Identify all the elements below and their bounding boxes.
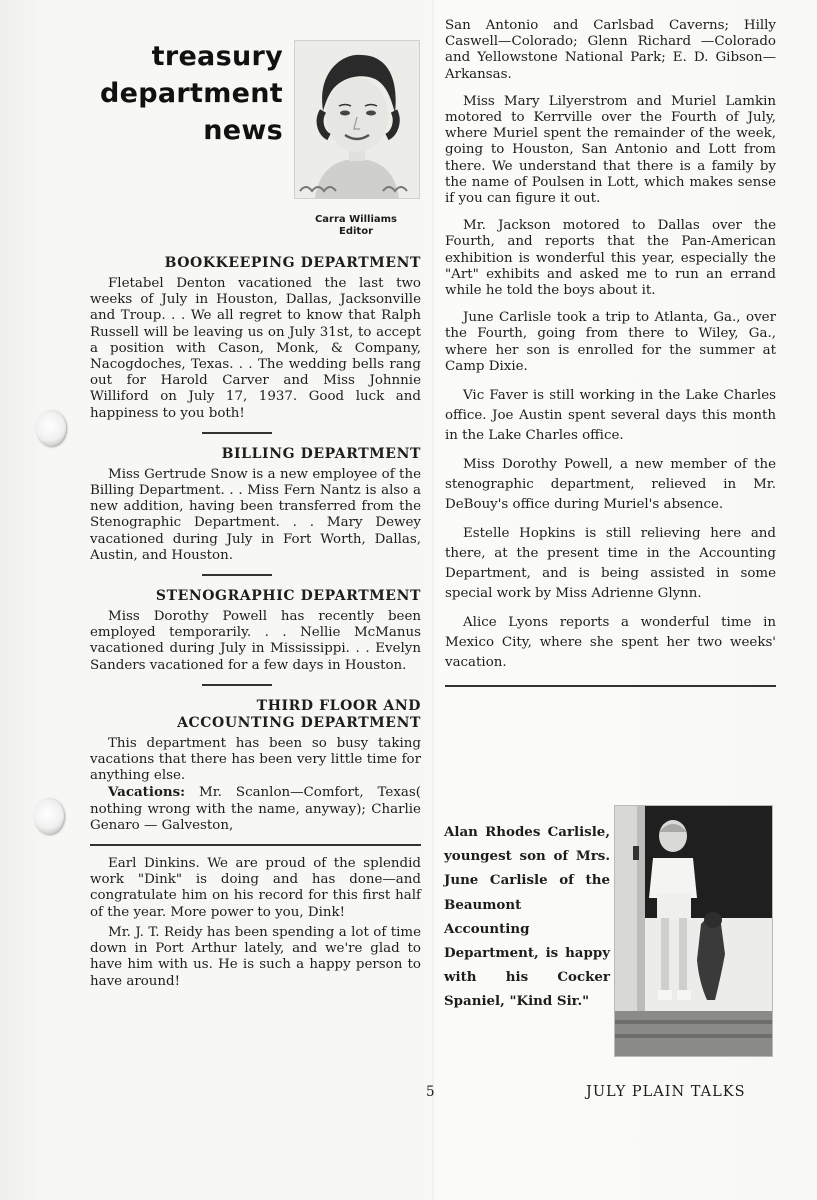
editor-portrait-image: [295, 41, 419, 198]
child-with-dog-image: [615, 806, 772, 1056]
billing-text: Miss Gertrude Snow is a new employee of the Billing Department. . . Miss Fern Nantz is also a new addition, having been transferred from the Stenographic Department. . . Mary Dewey vacationed during July in Fort Worth, Dallas, Austin, and Houston.: [90, 466, 421, 563]
right-column: [445, 18, 776, 697]
dinkins-paragraph: Earl Dinkins. We are proud of the splendid work "Dink" is doing and has done—and congratulate him on his record for this first half of the year. More power to you, Dink!: [90, 856, 421, 920]
page-gutter: [432, 0, 434, 1200]
third-floor-heading-line-1: THIRD FLOOR AND: [256, 697, 421, 714]
right-para-0: San Antonio and Carlsbad Caverns; Hilly Caswell—Colorado; Glenn Richard —Colorado and Yellowstone National Park; E. D. Gibson—Arkansas.: [445, 18, 776, 82]
right-para-3: June Carlisle took a trip to Atlanta, Ga., over the Fourth, going from there to Wiley, Ga., where her son is enrolled for the summer at Camp Dixie.: [445, 310, 776, 374]
section-divider-full: [445, 685, 776, 687]
editor-caption: [294, 214, 418, 238]
editor-title: Editor: [339, 226, 373, 237]
stenographic-heading: STENOGRAPHIC DEPARTMENT: [155, 588, 421, 605]
photo-caption: Alan Rhodes Carlisle, youngest son of Mrs. June Carlisle of the Beaumont Accounting Department, is happy with his Cocker Spaniel, "Kind Sir.": [444, 824, 610, 1010]
editor-portrait: [294, 40, 420, 199]
section-divider: [202, 684, 272, 686]
editor-name: Carra Williams: [314, 214, 398, 225]
binder-hole-upper: [36, 410, 66, 446]
vacations-text: Mr. Scanlon—Comfort, Texas( nothing wrong with the name, anyway); Charlie Genaro — Galveston,: [90, 785, 421, 833]
bookkeeping-heading: BOOKKEEPING DEPARTMENT: [164, 255, 421, 271]
section-divider: [202, 574, 272, 576]
masthead-line-3: news: [203, 115, 283, 146]
child-with-dog-photo: [614, 805, 773, 1057]
masthead-line-1: treasury: [151, 41, 283, 72]
bookkeeping-text: Fletabel Denton vacationed the last two weeks of July in Houston, Dallas, Jacksonville and Troup. . . We all regret to know that Ralph Russell will be leaving us on July 31st, to accept a position with Cason, Monk, & Company, Nacogdoches, Texas. . . The wedding bells rang out for Harold Carver and Miss Johnnie Williford on July 17, 1937. Good luck and happiness to you both!: [90, 276, 421, 421]
masthead-line-2: department: [100, 78, 283, 109]
binder-hole-lower: [34, 798, 64, 834]
third-floor-text: This department has been so busy taking vacations that there has been very little time for anything else.: [90, 735, 421, 784]
publication-title: JULY PLAIN TALKS: [586, 1084, 746, 1100]
stenographic-text: Miss Dorothy Powell has recently been employed temporarily. . . Nellie McManus vacationed during July in Mississippi. . . Evelyn Sanders vacationed for a few days in Houston.: [90, 609, 421, 673]
right-para-7: Alice Lyons reports a wonderful time in Mexico City, where she spent her two weeks' vacation.: [445, 615, 776, 671]
billing-heading: BILLING DEPARTMENT: [221, 445, 421, 462]
right-para-1: Miss Mary Lilyerstrom and Muriel Lamkin motored to Kerrville over the Fourth of July, where Muriel spent the remainder of the week, going to Houston, San Antonio and Lott from there. We understand that there is a family by the name of Poulsen in Lott, which makes sense if you can figure it out.: [445, 93, 776, 207]
left-column: [90, 255, 421, 990]
right-para-4: Vic Faver is still working in the Lake Charles office. Joe Austin spent several days this month in the Lake Charles office.: [445, 388, 776, 444]
reidy-paragraph: Mr. J. T. Reidy has been spending a lot of time down in Port Arthur lately, and we're glad to have him with us. He is such a happy person to have around!: [90, 924, 421, 989]
section-divider: [202, 432, 272, 434]
masthead: [88, 38, 283, 149]
third-floor-heading-line-2: ACCOUNTING DEPARTMENT: [177, 714, 421, 731]
section-divider-full: [90, 844, 421, 846]
right-para-2: Mr. Jackson motored to Dallas over the Fourth, and reports that the Pan-American exhibition is wonderful this year, especially the "Art" exhibits and asked me to run an errand while he told the boys about it.: [445, 218, 776, 299]
page-number: 5: [426, 1084, 435, 1100]
right-para-6: Estelle Hopkins is still relieving here and there, at the present time in the Accounting Department, and is being assisted in some special work by Miss Adrienne Glynn.: [445, 526, 776, 602]
right-para-5: Miss Dorothy Powell, a new member of the stenographic department, relieved in Mr. DeBouy's office during Muriel's absence.: [445, 457, 776, 513]
vacations-paragraph: [90, 784, 421, 834]
vacations-label: Vacations:: [108, 784, 186, 801]
